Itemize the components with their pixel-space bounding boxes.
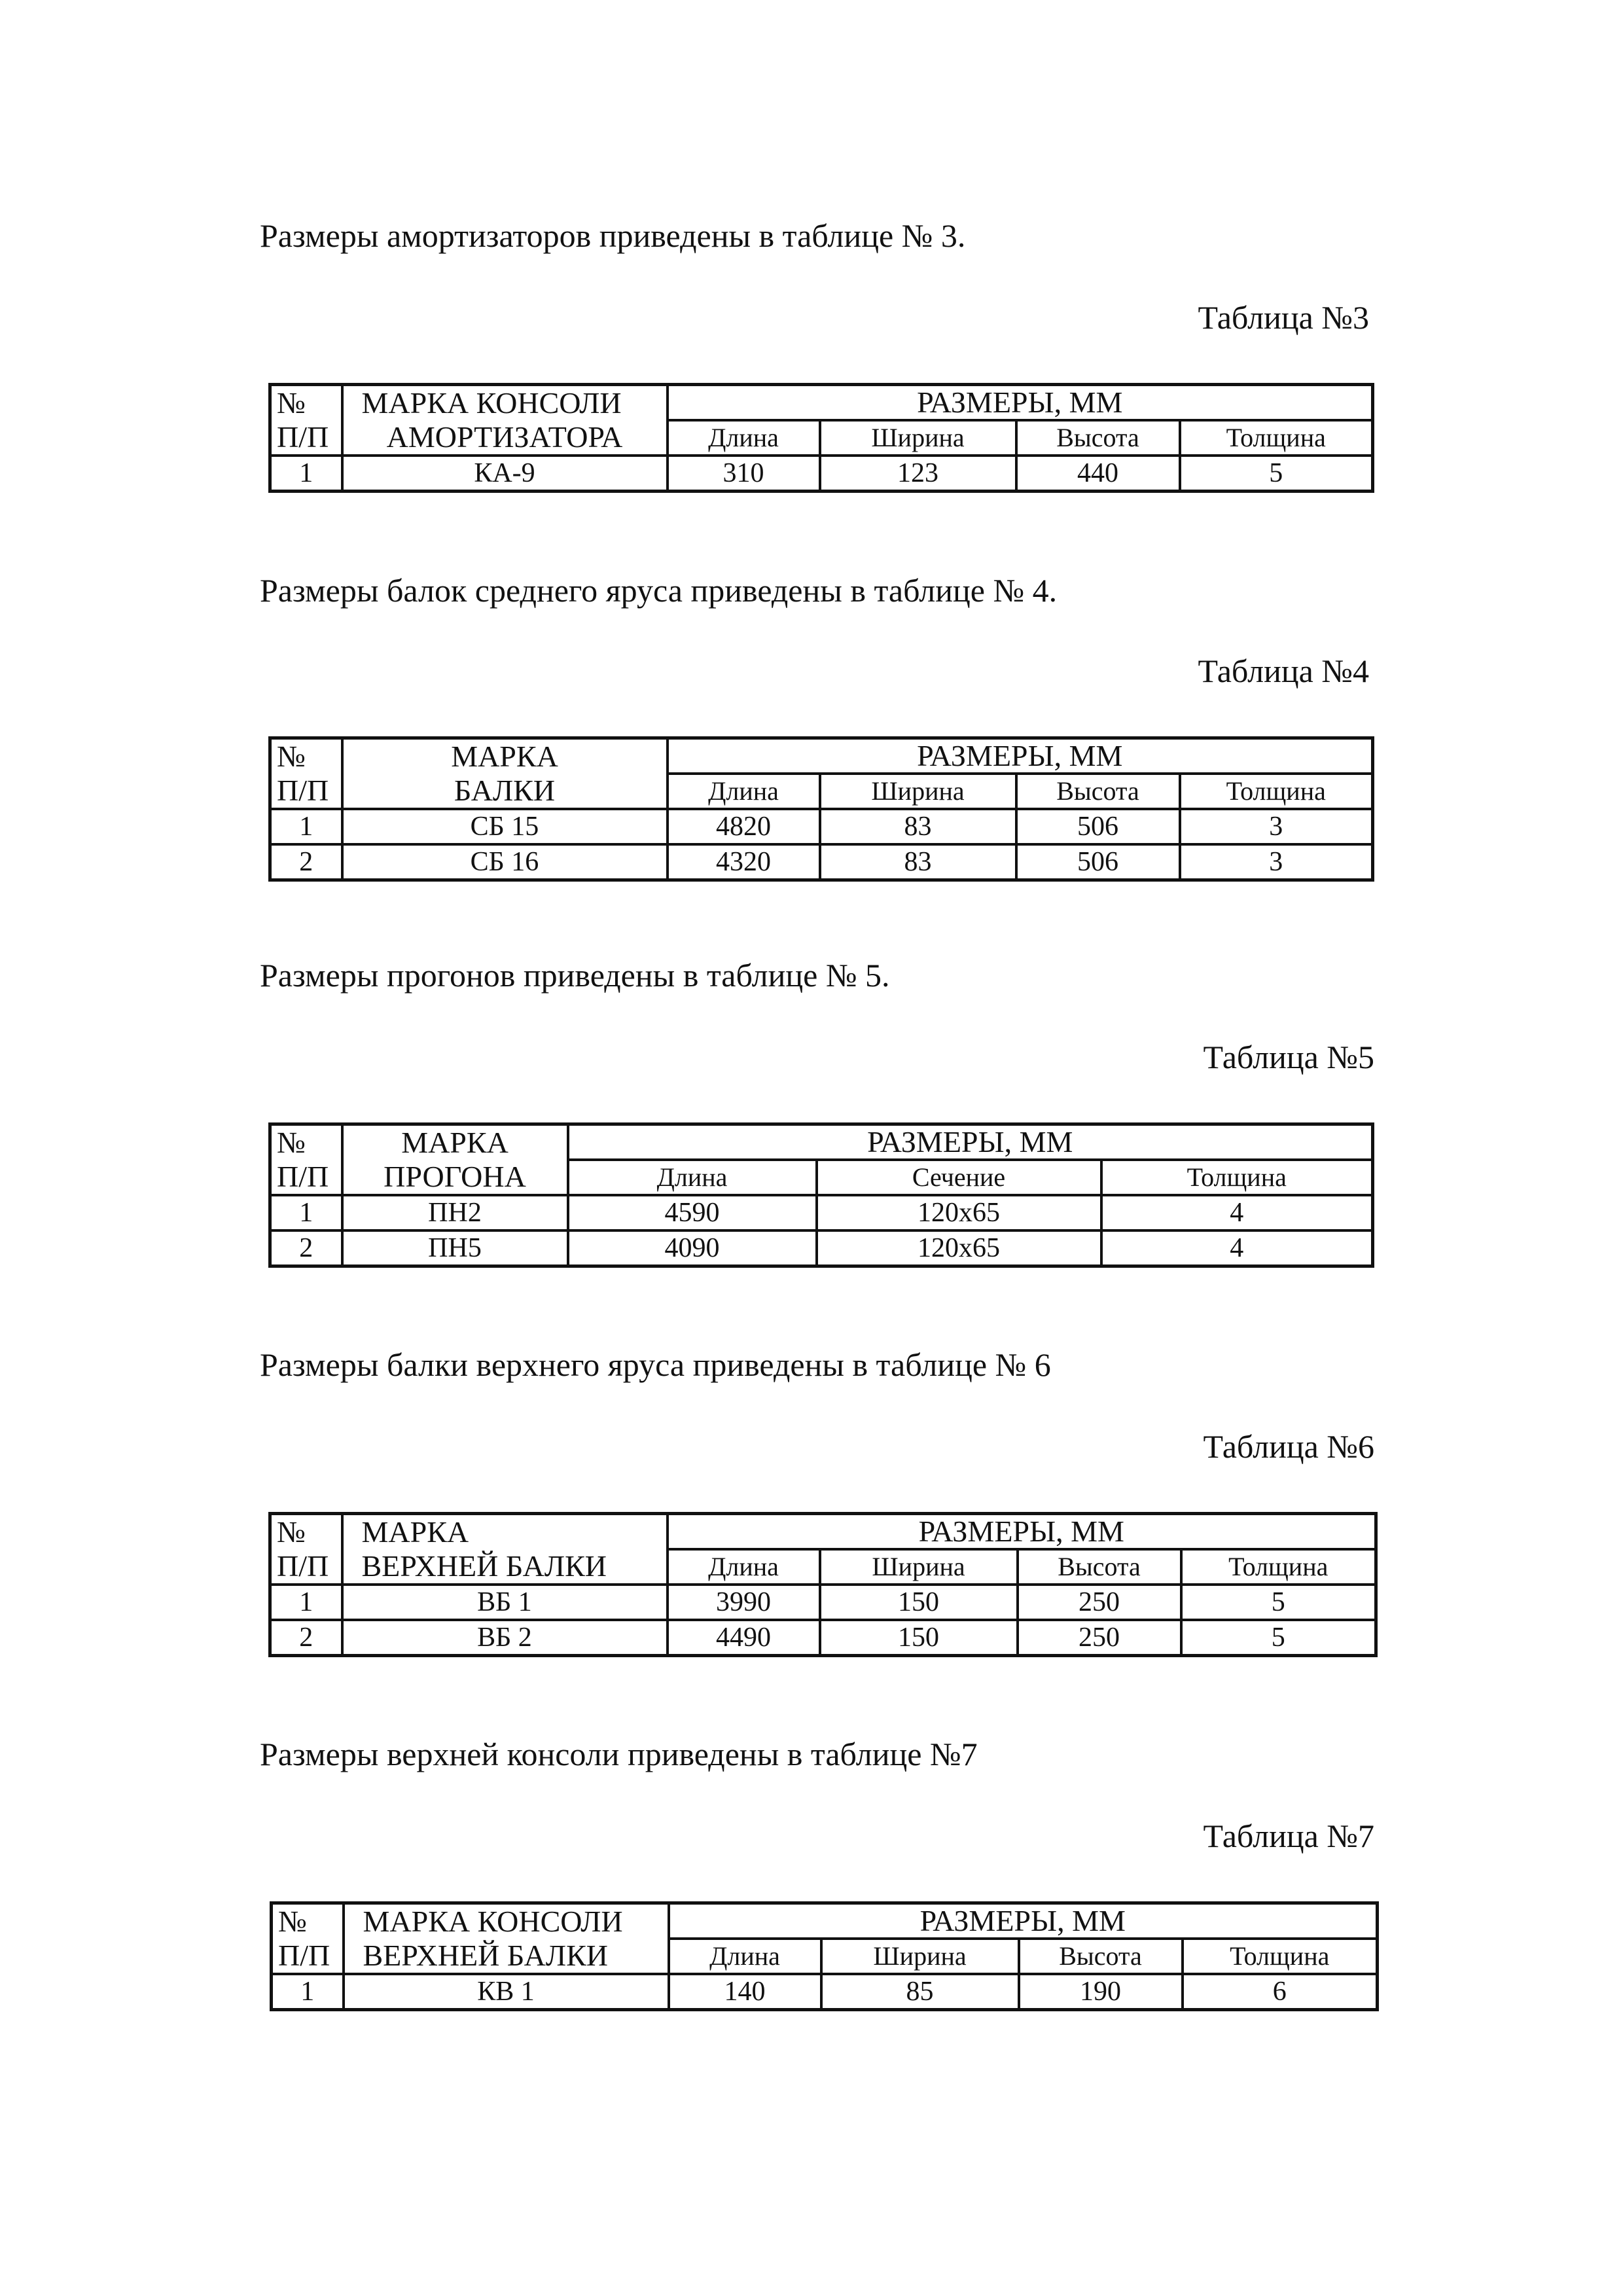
row-length: 140 [669,1974,821,2010]
table-6-mark-header: МАРКА [342,1514,668,1550]
row-width: 150 [820,1620,1018,1656]
row-number: 1 [270,456,342,492]
row-mark: КВ 1 [344,1974,669,2010]
intro-text-table-4: Размеры балок среднего яруса приведены в таблице № 4. [260,572,1058,609]
table-6-number-header: № [270,1514,342,1550]
table-3-col-thickness: Толщина [1180,420,1373,456]
table-5-number-header: № [270,1124,342,1160]
table-5-col-length: Длина [568,1160,817,1195]
row-number: 1 [270,1195,342,1230]
row-number: 2 [270,844,342,880]
row-thickness: 5 [1181,1585,1376,1620]
table-row [270,809,1373,844]
table-7-mark-subheader: ВЕРХНЕЙ БАЛКИ [344,1939,669,1974]
row-thickness: 3 [1180,844,1373,880]
table-7-col-thickness: Толщина [1183,1939,1378,1974]
table-6-dimensions-header: РАЗМЕРЫ, ММ [668,1514,1376,1550]
row-length: 310 [668,456,820,492]
table-4-dimensions-header: РАЗМЕРЫ, ММ [668,738,1373,774]
table-7-caption: Таблица №7 [1203,1818,1374,1854]
table-4-col-height: Высота [1016,774,1180,809]
table-3-mark-header: МАРКА КОНСОЛИ [342,385,668,421]
table-7-number-subheader: П/П [272,1939,344,1974]
row-height: 440 [1016,456,1180,492]
row-length: 4320 [668,844,820,880]
table-4-number-header: № [270,738,342,774]
table-4-caption: Таблица №4 [1198,653,1369,689]
table-5-col-section: Сечение [817,1160,1101,1195]
row-height: 506 [1016,809,1180,844]
table-4 [268,736,1374,882]
table-6-number-subheader: П/П [270,1549,342,1585]
table-3-mark-subheader: АМОРТИЗАТОРА [342,420,668,456]
table-4-col-thickness: Толщина [1180,774,1373,809]
row-width: 150 [820,1585,1018,1620]
table-3-number-subheader: П/П [270,420,342,456]
table-7-col-height: Высота [1019,1939,1183,1974]
table-row [270,1620,1376,1656]
table-row [270,456,1373,492]
row-length: 4590 [568,1195,817,1230]
table-4-col-length: Длина [668,774,820,809]
table-7-mark-header: МАРКА КОНСОЛИ [344,1903,669,1939]
table-6-caption: Таблица №6 [1203,1428,1374,1465]
row-height: 250 [1018,1585,1181,1620]
table-5-caption: Таблица №5 [1203,1039,1374,1075]
table-7 [270,1901,1379,2011]
table-5-mark-subheader: ПРОГОНА [342,1160,568,1195]
row-number: 2 [270,1620,342,1656]
row-section: 120х65 [817,1230,1101,1266]
row-length: 4090 [568,1230,817,1266]
table-5-mark-header: МАРКА [342,1124,568,1160]
row-mark: КА-9 [342,456,668,492]
row-length: 3990 [668,1585,820,1620]
table-3-col-width: Ширина [820,420,1016,456]
table-6-mark-subheader: ВЕРХНЕЙ БАЛКИ [342,1549,668,1585]
table-row [270,844,1373,880]
table-5-dimensions-header: РАЗМЕРЫ, ММ [568,1124,1373,1160]
row-width: 85 [821,1974,1019,2010]
intro-text-table-5: Размеры прогонов приведены в таблице № 5. [260,957,890,994]
row-number: 2 [270,1230,342,1266]
table-6-col-height: Высота [1018,1549,1181,1585]
row-thickness: 3 [1180,809,1373,844]
row-width: 123 [820,456,1016,492]
table-5 [268,1122,1374,1268]
table-6-col-width: Ширина [820,1549,1018,1585]
table-7-col-width: Ширина [821,1939,1019,1974]
intro-text-table-6: Размеры балки верхнего яруса приведены в таблице № 6 [260,1346,1051,1383]
table-7-col-length: Длина [669,1939,821,1974]
row-mark: ВБ 1 [342,1585,668,1620]
row-thickness: 4 [1101,1230,1373,1266]
row-section: 120х65 [817,1195,1101,1230]
table-3-number-header: № [270,385,342,421]
row-length: 4490 [668,1620,820,1656]
intro-text-table-7: Размеры верхней консоли приведены в таблице №7 [260,1736,978,1772]
table-6 [268,1512,1378,1657]
table-4-mark-subheader: БАЛКИ [342,774,668,809]
row-mark: СБ 15 [342,809,668,844]
row-width: 83 [820,809,1016,844]
table-5-col-thickness: Толщина [1101,1160,1373,1195]
table-3 [268,383,1374,493]
table-6-col-thickness: Толщина [1181,1549,1376,1585]
row-length: 4820 [668,809,820,844]
table-3-dimensions-header: РАЗМЕРЫ, ММ [668,385,1373,421]
row-height: 506 [1016,844,1180,880]
row-mark: ПН5 [342,1230,568,1266]
row-number: 1 [270,809,342,844]
table-6-col-length: Длина [668,1549,820,1585]
table-3-col-height: Высота [1016,420,1180,456]
row-thickness: 6 [1183,1974,1378,2010]
table-5-number-subheader: П/П [270,1160,342,1195]
row-height: 190 [1019,1974,1183,2010]
table-row [270,1195,1373,1230]
table-3-col-length: Длина [668,420,820,456]
table-4-mark-header: МАРКА [342,738,668,774]
table-7-number-header: № [272,1903,344,1939]
row-mark: СБ 16 [342,844,668,880]
row-number: 1 [270,1585,342,1620]
table-7-dimensions-header: РАЗМЕРЫ, ММ [669,1903,1378,1939]
table-3-caption: Таблица №3 [1198,299,1369,336]
table-row [272,1974,1378,2010]
row-thickness: 4 [1101,1195,1373,1230]
row-width: 83 [820,844,1016,880]
table-row [270,1585,1376,1620]
table-4-col-width: Ширина [820,774,1016,809]
intro-text-table-3: Размеры амортизаторов приведены в таблице № 3. [260,217,966,254]
table-row [270,1230,1373,1266]
row-mark: ПН2 [342,1195,568,1230]
row-height: 250 [1018,1620,1181,1656]
row-thickness: 5 [1181,1620,1376,1656]
row-number: 1 [272,1974,344,2010]
row-mark: ВБ 2 [342,1620,668,1656]
row-thickness: 5 [1180,456,1373,492]
table-4-number-subheader: П/П [270,774,342,809]
